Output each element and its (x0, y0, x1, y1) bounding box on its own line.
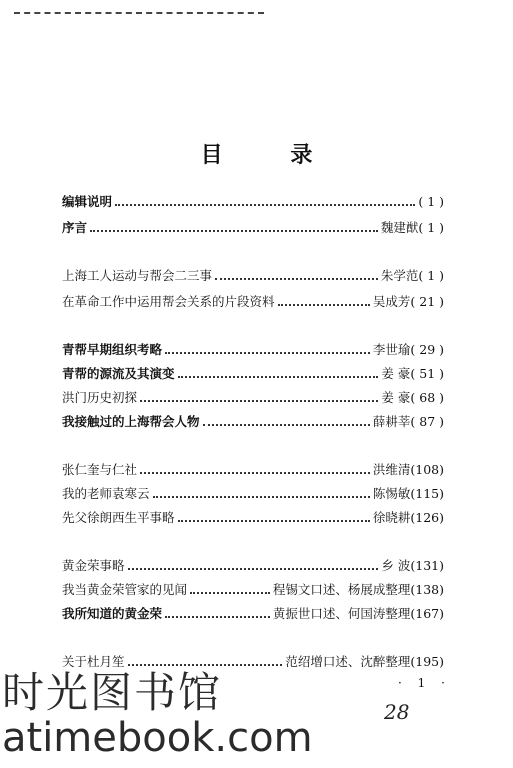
toc-entry-title: 上海工人运动与帮会二三事 (62, 268, 213, 283)
toc-entry-author: 陈惕敏 (372, 486, 411, 501)
toc-entry-author: 范绍增口述、沈醉整理 (285, 654, 411, 669)
toc-entry-page: ( 29 ) (410, 342, 444, 357)
watermark-chinese: 时光图书馆 (2, 668, 223, 717)
page-number: · 1 · (398, 676, 451, 690)
toc-entry-page: ( 1 ) (418, 220, 444, 235)
toc-entry-author: 黄振世口述、何国涛整理 (272, 606, 411, 621)
toc-entry-page: (115) (410, 486, 444, 501)
toc-entry (62, 192, 444, 212)
dot-leader (115, 204, 415, 206)
toc-entry-title: 我的老师袁寒云 (62, 486, 150, 501)
toc-entry-title: 编辑说明 (62, 194, 113, 209)
toc-entry (62, 508, 444, 528)
dot-leader (165, 352, 370, 354)
toc-entry-title: 青帮的源流及其演变 (62, 366, 175, 381)
toc-entry-author: 薛耕莘 (372, 414, 411, 429)
dot-leader (128, 568, 379, 570)
toc-entry (62, 412, 444, 432)
toc-entry (62, 364, 444, 384)
toc-entry (62, 556, 444, 576)
dot-leader (140, 400, 378, 402)
toc-entry-title: 张仁奎与仁社 (62, 462, 138, 477)
dot-leader (203, 424, 370, 426)
toc-entry-page: (131) (410, 558, 444, 573)
toc-entry (62, 266, 444, 286)
toc-entry-page: (126) (410, 510, 444, 525)
dot-leader (153, 496, 370, 498)
toc-entry-page: (108) (410, 462, 444, 477)
toc-entry-author: 程锡文口述、杨展成整理 (272, 582, 411, 597)
top-dashed-border (14, 12, 264, 14)
toc-entry-author: 吴成芳 (372, 294, 411, 309)
toc-entry-title: 关于杜月笙 (62, 654, 125, 669)
toc-entry-title: 序言 (62, 220, 88, 235)
toc-entry-title: 我接触过的上海帮会人物 (62, 414, 200, 429)
toc-entry-author: 魏建猷 (380, 220, 419, 235)
toc-entry-title: 我当黄金荣管家的见闻 (62, 582, 188, 597)
toc-entry-author: 乡 波 (381, 558, 411, 573)
toc-entry-title: 我所知道的黄金荣 (62, 606, 163, 621)
watermark-url: atimebook.com (2, 715, 313, 761)
dot-leader (278, 304, 370, 306)
toc-entry-author: 朱学范 (380, 268, 419, 283)
toc-entry-title: 黄金荣事略 (62, 558, 125, 573)
toc-entry-author: 姜 豪 (381, 366, 411, 381)
page-title: 目 录 (200, 143, 343, 168)
toc-entry-page: (167) (410, 606, 444, 621)
dot-leader (190, 592, 270, 594)
toc-entry-page: ( 68 ) (410, 390, 444, 405)
toc-entry-title: 先父徐朗西生平事略 (62, 510, 175, 525)
toc-entry-author: 徐晓耕 (372, 510, 411, 525)
toc-entry-page: ( 51 ) (410, 366, 444, 381)
toc-entry-page: ( 87 ) (410, 414, 444, 429)
toc-entry-author: 姜 豪 (381, 390, 411, 405)
toc-entry-title: 洪门历史初探 (62, 390, 138, 405)
toc-entry (62, 580, 444, 600)
handwritten-note: 28 (384, 700, 410, 724)
toc-entry-page: ( 1 ) (418, 194, 444, 209)
toc-entry (62, 484, 444, 504)
toc-entry-title: 青帮早期组织考略 (62, 342, 163, 357)
toc-entry-page: ( 21 ) (410, 294, 444, 309)
toc-entry (62, 604, 444, 624)
dot-leader (140, 472, 370, 474)
toc-entry (62, 292, 444, 312)
dot-leader (178, 520, 370, 522)
dot-leader (165, 616, 270, 618)
dot-leader (90, 230, 378, 232)
toc-entry-author: 李世瑜 (372, 342, 411, 357)
toc-entry-title: 在革命工作中运用帮会关系的片段资料 (62, 294, 275, 309)
toc-entry (62, 340, 444, 360)
toc-entry-page: (138) (410, 582, 444, 597)
toc-entry (62, 460, 444, 480)
toc-entry (62, 218, 444, 238)
toc-entry (62, 388, 444, 408)
toc-entry-author: 洪维清 (372, 462, 411, 477)
dot-leader (215, 278, 378, 280)
toc-entry-page: (195) (410, 654, 444, 669)
dot-leader (178, 376, 379, 378)
toc-entry-page: ( 1 ) (418, 268, 444, 283)
